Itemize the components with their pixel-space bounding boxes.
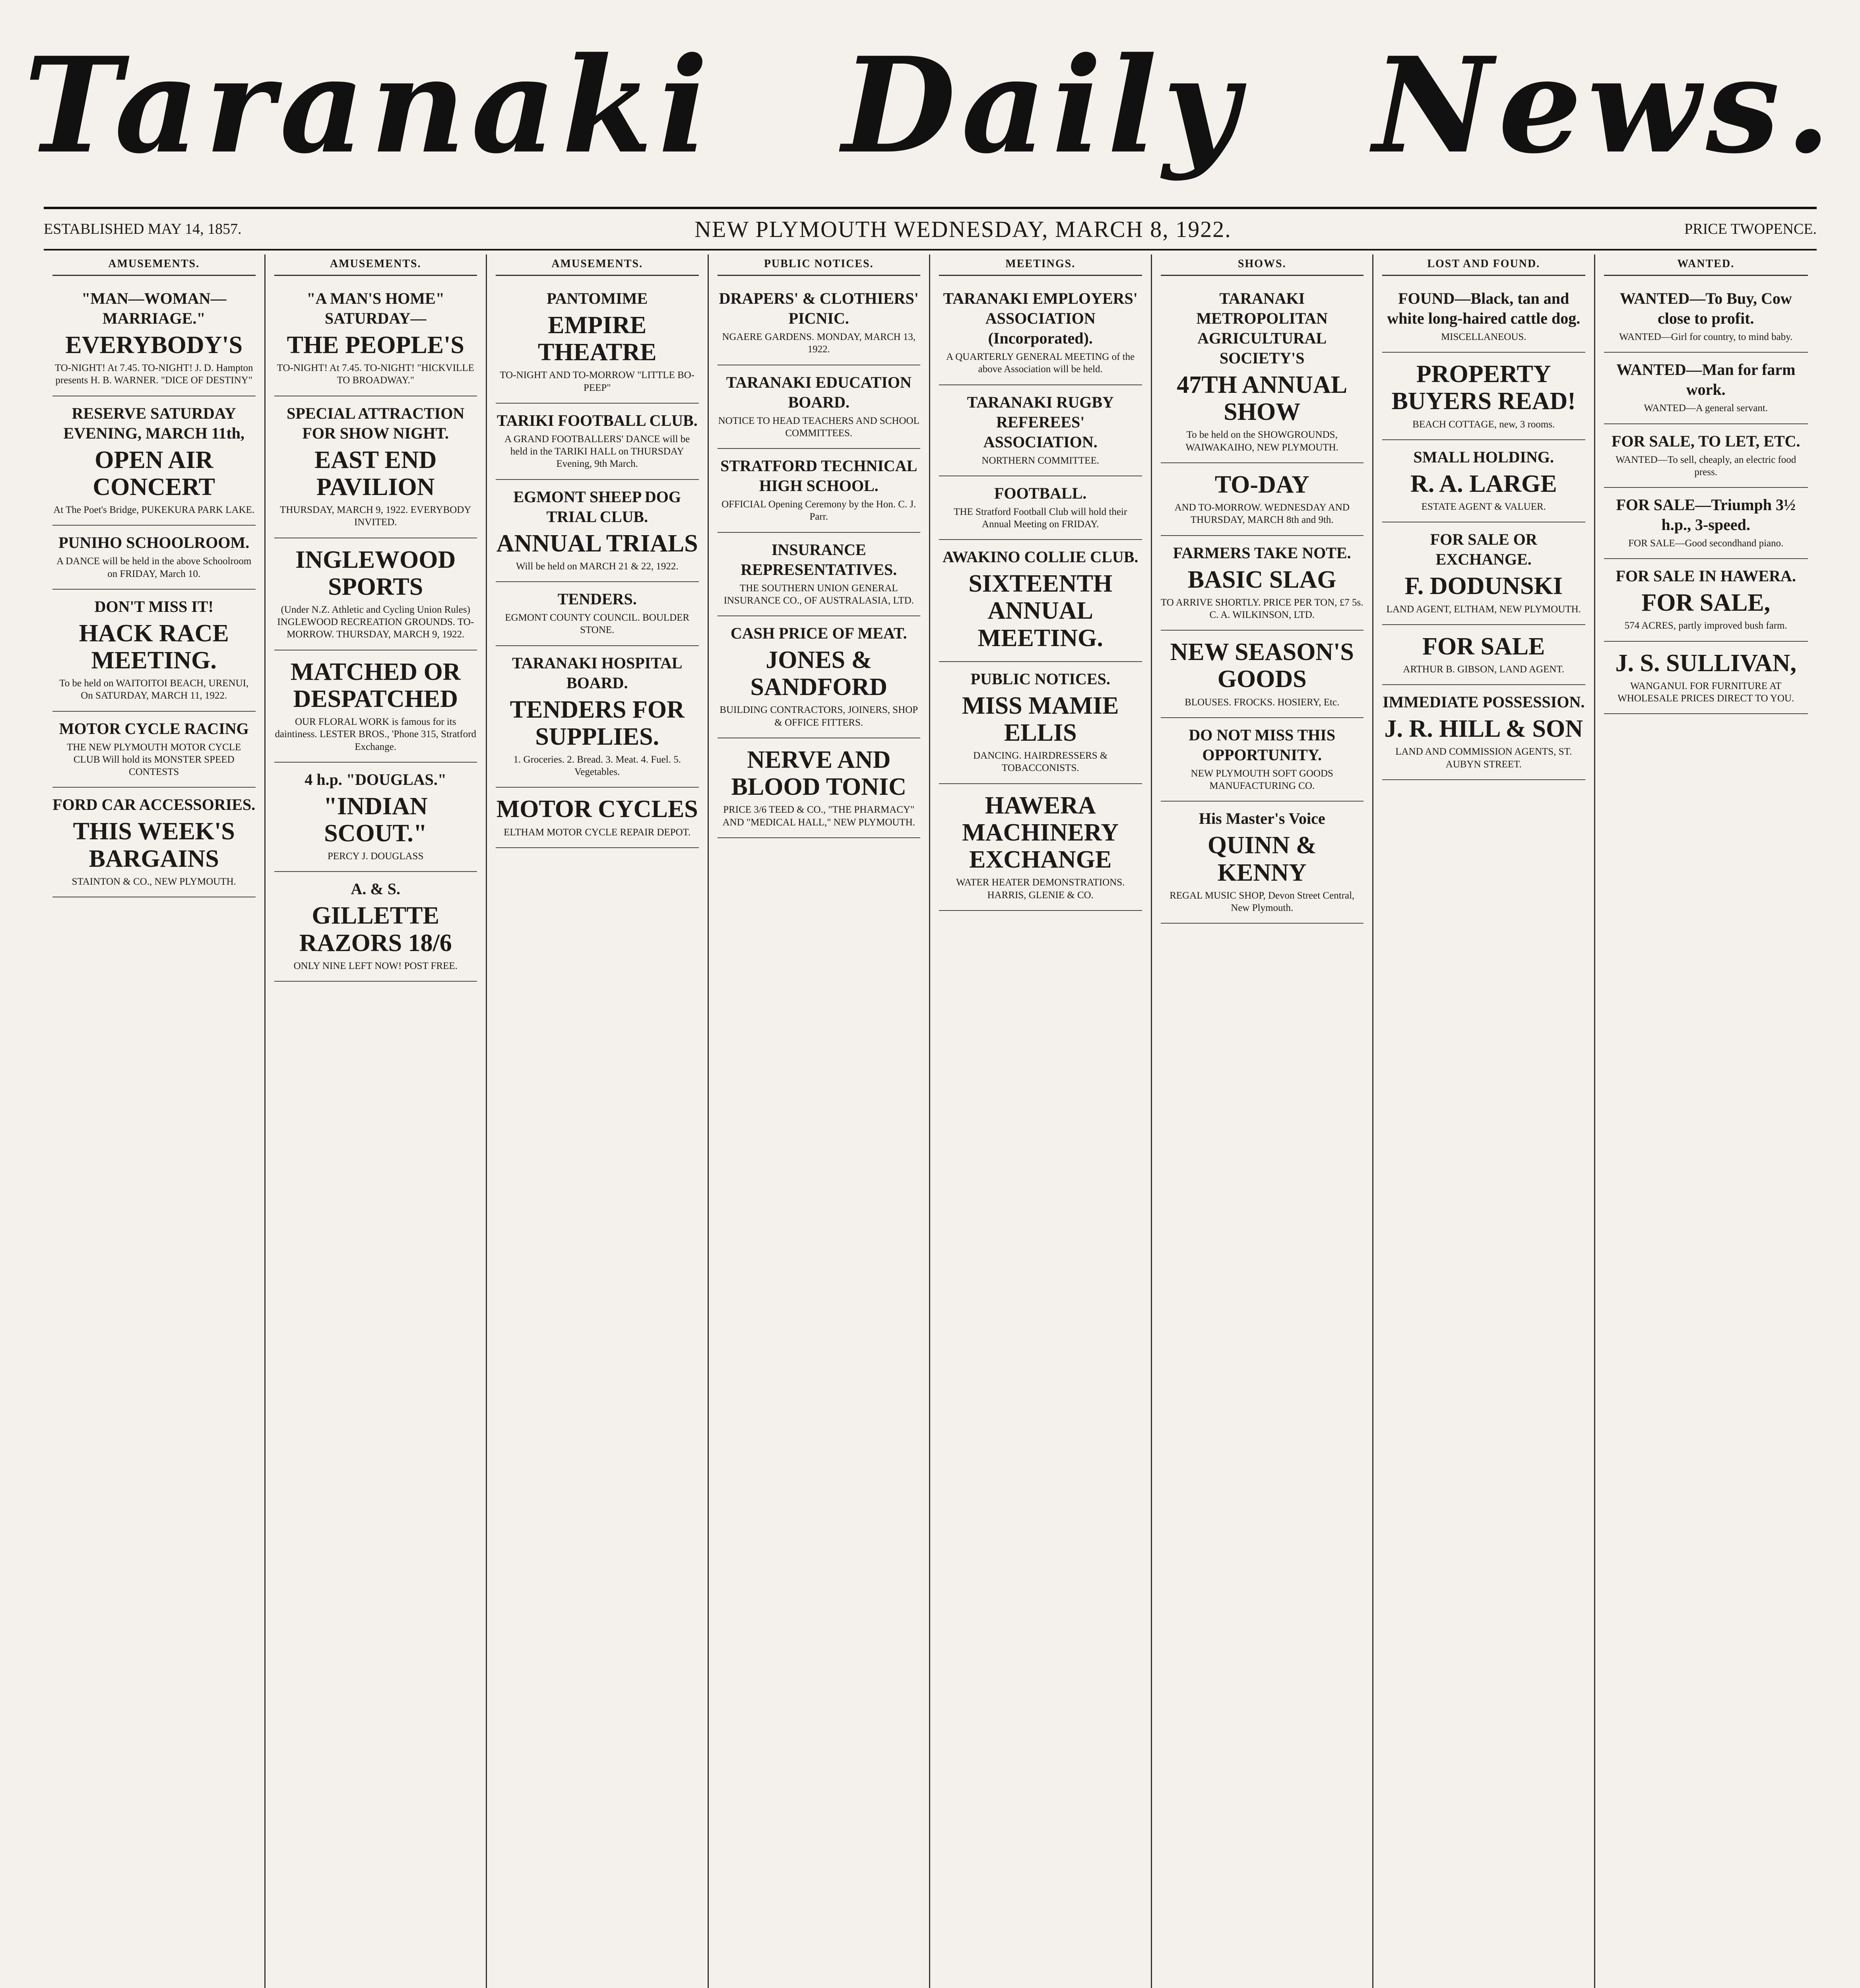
ad-title: FOR SALE IN HAWERA.	[1616, 567, 1796, 585]
advertisement	[52, 788, 256, 897]
advertisement	[1161, 463, 1364, 536]
dateline	[44, 207, 1817, 250]
ad-title: CASH PRICE OF MEAT.	[730, 624, 907, 642]
established-text: ESTABLISHED MAY 14, 1857.	[44, 221, 242, 237]
ad-body: STAINTON & CO., NEW PLYMOUTH.	[72, 876, 236, 887]
advertisement	[52, 712, 256, 788]
ad-headline: NEW SEASON'S GOODS	[1170, 639, 1354, 693]
ad-body: AND TO-MORROW. WEDNESDAY AND THURSDAY, MARCH 8th and 9th.	[1174, 502, 1350, 526]
ad-body: PERCY J. DOUGLASS	[328, 851, 424, 862]
advertisement	[1382, 282, 1585, 353]
ad-title: TARANAKI HOSPITAL BOARD.	[512, 654, 683, 692]
ad-title: 4 h.p. "DOUGLAS."	[305, 770, 447, 788]
ad-title: WANTED—To Buy, Cow close to profit.	[1619, 289, 1792, 327]
advertisement	[274, 396, 477, 538]
ad-headline: R. A. LARGE	[1410, 470, 1557, 497]
ad-title: RESERVE SATURDAY EVENING, MARCH 11th,	[63, 404, 245, 442]
advertisement	[1382, 625, 1585, 685]
advertisement	[274, 650, 477, 763]
ad-body: A QUARTERLY GENERAL MEETING of the above Association will be held.	[946, 351, 1135, 375]
ad-headline: INGLEWOOD SPORTS	[295, 546, 456, 600]
advertisement	[496, 788, 699, 848]
ad-body: THE NEW PLYMOUTH MOTOR CYCLE CLUB Will hold its MONSTER SPEED CONTESTS	[67, 742, 241, 778]
ad-body: BLOUSES. FROCKS. HOSIERY, Etc.	[1185, 697, 1340, 708]
advertisement	[1382, 353, 1585, 440]
ad-headline: MATCHED OR DESPATCHED	[290, 658, 461, 712]
ad-headline: EVERYBODY'S	[65, 332, 243, 359]
column	[487, 254, 709, 1988]
ad-body: TO-NIGHT! At 7.45. TO-NIGHT! J. D. Hampton presents H. B. WARNER. "DICE OF DESTINY"	[54, 363, 253, 386]
advertisement	[496, 582, 699, 646]
ad-headline: HAWERA MACHINERY EXCHANGE	[962, 792, 1119, 874]
advertisement	[939, 784, 1142, 911]
ad-body: MISCELLANEOUS.	[1441, 332, 1526, 342]
advertisement	[718, 449, 921, 533]
masthead-word-3: News.	[1373, 28, 1837, 182]
ad-title: TENDERS.	[557, 590, 637, 608]
ad-headline: NERVE AND BLOOD TONIC	[731, 746, 906, 801]
ad-body: TO-NIGHT AND TO-MORROW "LITTLE BO-PEEP"	[500, 370, 695, 393]
ad-title: PUBLIC NOTICES.	[970, 670, 1110, 688]
ad-body: ELTHAM MOTOR CYCLE REPAIR DEPOT.	[504, 827, 691, 838]
advertisement	[274, 763, 477, 872]
ad-headline: OPEN AIR CONCERT	[93, 446, 215, 501]
ad-body: ONLY NINE LEFT NOW! POST FREE.	[293, 960, 458, 971]
advertisement	[1382, 522, 1585, 625]
ad-headline: J. R. HILL & SON	[1384, 715, 1583, 743]
ad-body: THURSDAY, MARCH 9, 1922. EVERYBODY INVITED.	[280, 505, 471, 528]
advertisement	[1604, 424, 1808, 488]
column-heading: AMUSEMENTS.	[496, 254, 699, 276]
advertisement	[939, 540, 1142, 662]
advertisement	[274, 282, 477, 396]
column-heading: PUBLIC NOTICES.	[718, 254, 921, 276]
ad-body: 574 ACRES, partly improved bush farm.	[1624, 620, 1787, 631]
ad-body: Will be held on MARCH 21 & 22, 1922.	[516, 561, 679, 572]
ad-body: BUILDING CONTRACTORS, JOINERS, SHOP & OFFICE FITTERS.	[720, 705, 918, 728]
ad-title: FORD CAR ACCESSORIES.	[52, 796, 256, 814]
advertisement	[1604, 559, 1808, 641]
ad-body: (Under N.Z. Athletic and Cycling Union Rules) INGLEWOOD RECREATION GROUNDS. TO-MORROW. THURSDAY, MARCH 9, 1922.	[277, 604, 474, 640]
ad-headline: EMPIRE THEATRE	[537, 312, 657, 366]
ad-headline: SIXTEENTH ANNUAL MEETING.	[968, 570, 1113, 652]
advertisement	[718, 738, 921, 838]
advertisement	[52, 526, 256, 590]
column	[1152, 254, 1374, 1988]
ad-body: PRICE 3/6 TEED & CO., "THE PHARMACY" AND "MEDICAL HALL," NEW PLYMOUTH.	[722, 804, 915, 828]
advertisement	[718, 365, 921, 449]
ad-body: TO ARRIVE SHORTLY. PRICE PER TON, £7 5s. C. A. WILKINSON, LTD.	[1160, 597, 1363, 620]
ad-headline: J. S. SULLIVAN,	[1615, 649, 1796, 677]
ad-title: TARIKI FOOTBALL CLUB.	[497, 411, 698, 429]
column	[1595, 254, 1817, 1988]
advertisement	[718, 616, 921, 738]
advertisement	[1161, 282, 1364, 463]
ad-body: ARTHUR B. GIBSON, LAND AGENT.	[1403, 664, 1565, 675]
ad-body: 1. Groceries. 2. Bread. 3. Meat. 4. Fuel. 5. Vegetables.	[513, 754, 681, 778]
ad-title: TARANAKI METROPOLITAN AGRICULTURAL SOCIETY'S	[1196, 289, 1328, 367]
ad-body: At The Poet's Bridge, PUKEKURA PARK LAKE.	[53, 505, 255, 516]
ad-body: NGAERE GARDENS. MONDAY, MARCH 13, 1922.	[722, 332, 916, 355]
ad-headline: TENDERS FOR SUPPLIES.	[510, 696, 685, 750]
ad-title: DRAPERS' & CLOTHIERS' PICNIC.	[719, 289, 919, 327]
advertisement	[1604, 642, 1808, 714]
ad-title: FOR SALE, TO LET, ETC.	[1611, 432, 1800, 450]
newspaper-columns	[44, 254, 1817, 1988]
ad-title: STRATFORD TECHNICAL HIGH SCHOOL.	[720, 457, 917, 495]
ad-body: OUR FLORAL WORK is famous for its daintiness. LESTER BROS., 'Phone 315, Stratford Exchange.	[275, 716, 477, 752]
column-heading: AMUSEMENTS.	[52, 254, 256, 276]
ad-title: TARANAKI RUGBY REFEREES' ASSOCIATION.	[967, 393, 1114, 451]
advertisement	[1382, 440, 1585, 522]
ad-body: To be held on WAITOITOI BEACH, URENUI, On SATURDAY, MARCH 11, 1922.	[59, 678, 249, 701]
column-heading: SHOWS.	[1161, 254, 1364, 276]
advertisement	[52, 590, 256, 712]
ad-title: FOUND—Black, tan and white long-haired cattle dog.	[1387, 289, 1581, 327]
ad-headline: F. DODUNSKI	[1404, 573, 1563, 600]
ad-title: IMMEDIATE POSSESSION.	[1383, 693, 1585, 711]
ad-body: DANCING. HAIRDRESSERS & TOBACCONISTS.	[973, 750, 1108, 774]
ad-title: FOOTBALL.	[994, 484, 1087, 502]
ad-title: PANTOMIME	[547, 289, 648, 307]
advertisement	[1161, 631, 1364, 718]
ad-body: FOR SALE—Good secondhand piano.	[1628, 538, 1784, 549]
advertisement	[1604, 282, 1808, 353]
advertisement	[1161, 718, 1364, 802]
ad-body: BEACH COTTAGE, new, 3 rooms.	[1412, 419, 1555, 430]
ad-headline: GILLETTE RAZORS 18/6	[299, 902, 452, 957]
column	[709, 254, 931, 1988]
ad-body: TO-NIGHT! At 7.45. TO-NIGHT! "HICKVILLE TO BROADWAY."	[277, 363, 474, 386]
advertisement	[939, 476, 1142, 540]
advertisement	[939, 662, 1142, 784]
column-heading: LOST AND FOUND.	[1382, 254, 1585, 276]
column	[930, 254, 1152, 1988]
advertisement	[718, 282, 921, 365]
ad-title: TARANAKI EDUCATION BOARD.	[726, 373, 912, 411]
ad-title: PUNIHO SCHOOLROOM.	[58, 534, 250, 552]
masthead-word-2: Daily	[842, 28, 1245, 182]
ad-title: FARMERS TAKE NOTE.	[1173, 544, 1351, 562]
ad-headline: QUINN & KENNY	[1207, 832, 1317, 886]
column-heading: WANTED.	[1604, 254, 1808, 276]
ad-headline: "INDIAN SCOUT."	[323, 792, 428, 847]
ad-title: His Master's Voice	[1199, 810, 1325, 828]
ad-body: THE Stratford Football Club will hold their Annual Meeting on FRIDAY.	[954, 506, 1127, 530]
advertisement	[496, 480, 699, 582]
ad-headline: PROPERTY BUYERS READ!	[1391, 361, 1576, 415]
column-heading: MEETINGS.	[939, 254, 1142, 276]
ad-title: AWAKINO COLLIE CLUB.	[943, 548, 1138, 566]
advertisement	[1161, 536, 1364, 631]
ad-headline: MOTOR CYCLES	[496, 796, 698, 823]
ad-title: INSURANCE REPRESENTATIVES.	[741, 540, 897, 579]
ad-body: WATER HEATER DEMONSTRATIONS. HARRIS, GLENIE & CO.	[956, 877, 1125, 901]
ad-title: DO NOT MISS THIS OPPORTUNITY.	[1189, 726, 1336, 764]
ad-title: EGMONT SHEEP DOG TRIAL CLUB.	[513, 487, 681, 526]
ad-body: LAND AND COMMISSION AGENTS, ST. AUBYN STREET.	[1395, 746, 1572, 770]
ad-body: A DANCE will be held in the above Schoolroom on FRIDAY, March 10.	[56, 556, 252, 579]
ad-title: SMALL HOLDING.	[1413, 448, 1554, 466]
advertisement	[496, 282, 699, 404]
advertisement	[274, 872, 477, 982]
ad-title: WANTED—Man for farm work.	[1616, 361, 1796, 399]
ad-body: LAND AGENT, ELTHAM, NEW PLYMOUTH.	[1386, 604, 1581, 615]
ad-body: NORTHERN COMMITTEE.	[981, 455, 1100, 466]
ad-headline: JONES & SANDFORD	[750, 646, 887, 701]
ad-title: DON'T MISS IT!	[94, 597, 213, 615]
advertisement	[718, 533, 921, 617]
ad-body: THE SOUTHERN UNION GENERAL INSURANCE CO., OF AUSTRALASIA, LTD.	[723, 582, 914, 606]
ad-headline: FOR SALE	[1422, 633, 1545, 660]
column	[44, 254, 266, 1988]
advertisement	[1604, 353, 1808, 424]
ad-body: NEW PLYMOUTH SOFT GOODS MANUFACTURING CO.	[1191, 768, 1333, 792]
advertisement	[52, 282, 256, 396]
ad-title: A. & S.	[351, 880, 400, 898]
ad-body: WANTED—A general servant.	[1644, 403, 1768, 414]
column	[1373, 254, 1595, 1988]
advertisement	[1382, 685, 1585, 780]
ad-title: MOTOR CYCLE RACING	[59, 719, 249, 738]
ad-body: A GRAND FOOTBALLERS' DANCE will be held in the TARIKI HALL on THURSDAY Evening, 9th March.	[504, 433, 690, 470]
column-heading: AMUSEMENTS.	[274, 254, 477, 276]
ad-body: EGMONT COUNTY COUNCIL. BOULDER STONE.	[505, 612, 690, 636]
ad-body: WANGANUI. FOR FURNITURE AT WHOLESALE PRICES DIRECT TO YOU.	[1618, 680, 1794, 704]
advertisement	[1161, 802, 1364, 924]
masthead	[24, 24, 1837, 187]
ad-body: REGAL MUSIC SHOP, Devon Street Central, New Plymouth.	[1170, 890, 1355, 913]
ad-title: "A MAN'S HOME" SATURDAY—	[306, 289, 445, 327]
ad-body: To be held on the SHOWGROUNDS, WAIWAKAIHO, NEW PLYMOUTH.	[1185, 429, 1338, 453]
advertisement	[496, 646, 699, 788]
ad-headline: 47TH ANNUAL SHOW	[1177, 371, 1348, 426]
ad-body: WANTED—To sell, cheaply, an electric food press.	[1616, 454, 1796, 478]
price-text: PRICE TWOPENCE.	[1684, 221, 1817, 237]
ad-body: OFFICIAL Opening Ceremony by the Hon. C. J. Parr.	[722, 499, 916, 522]
ad-title: TARANAKI EMPLOYERS' ASSOCIATION (Incorporated).	[943, 289, 1138, 347]
advertisement	[274, 538, 477, 650]
ad-body: WANTED—Girl for country, to mind baby.	[1619, 332, 1793, 342]
edition-date: NEW PLYMOUTH WEDNESDAY, MARCH 8, 1922.	[694, 216, 1232, 242]
ad-headline: TO-DAY	[1214, 471, 1309, 498]
ad-headline: EAST END PAVILION	[314, 446, 437, 501]
masthead-word-1: Taranaki	[24, 28, 714, 182]
ad-headline: THE PEOPLE'S	[287, 332, 464, 359]
ad-body: ESTATE AGENT & VALUER.	[1421, 501, 1546, 513]
ad-title: FOR SALE—Triumph 3½ h.p., 3-speed.	[1616, 496, 1796, 534]
ad-headline: BASIC SLAG	[1187, 566, 1336, 593]
advertisement	[939, 282, 1142, 385]
ad-title: SPECIAL ATTRACTION FOR SHOW NIGHT.	[287, 404, 465, 442]
ad-body: NOTICE TO HEAD TEACHERS AND SCHOOL COMMITTEES.	[718, 415, 919, 439]
advertisement	[939, 385, 1142, 476]
ad-headline: MISS MAMIE ELLIS	[962, 692, 1119, 746]
ad-headline: ANNUAL TRIALS	[496, 530, 698, 557]
advertisement	[52, 396, 256, 526]
ad-title: FOR SALE OR EXCHANGE.	[1430, 530, 1537, 569]
advertisement	[496, 404, 699, 480]
advertisement	[1604, 488, 1808, 559]
ad-headline: THIS WEEK'S BARGAINS	[73, 818, 235, 872]
ad-title: "MAN—WOMAN—MARRIAGE."	[81, 289, 227, 327]
ad-headline: FOR SALE,	[1641, 589, 1771, 617]
ad-headline: HACK RACE MEETING.	[79, 619, 229, 674]
column	[266, 254, 487, 1988]
